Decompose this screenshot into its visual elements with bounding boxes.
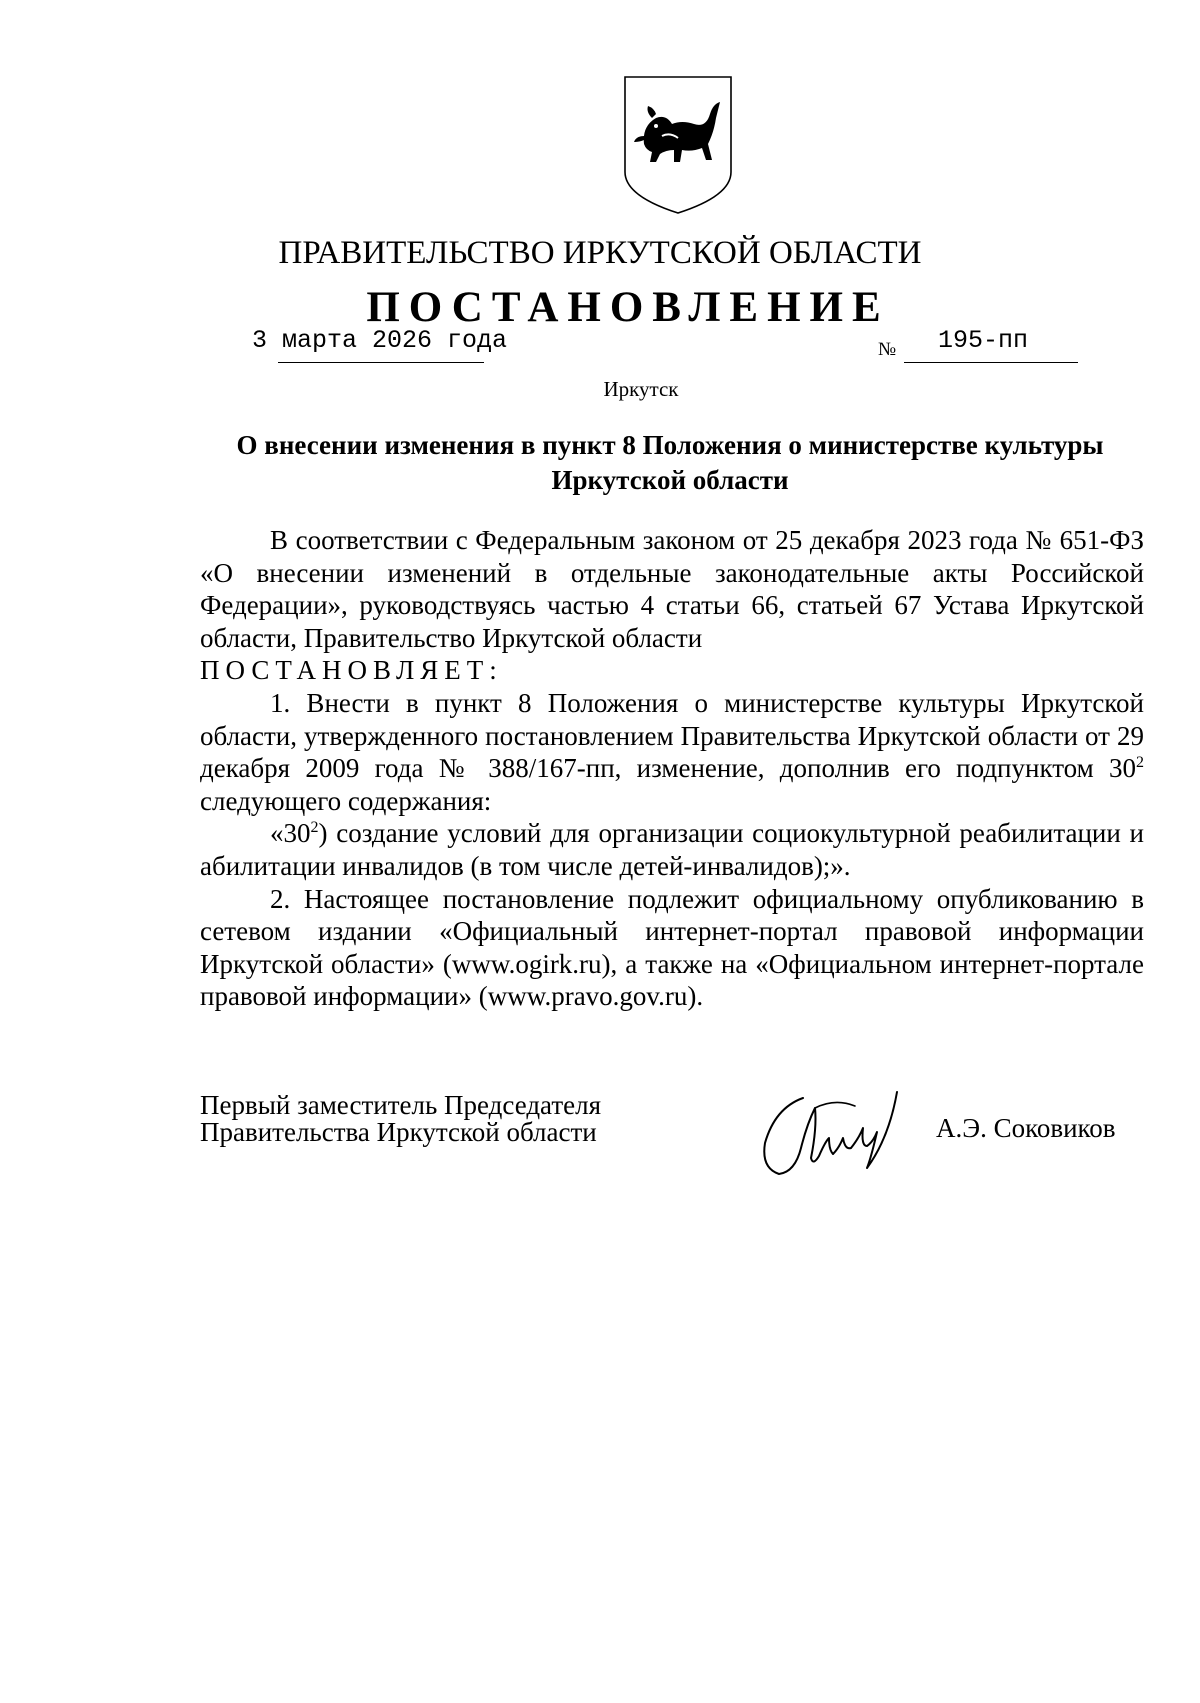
preamble-paragraph: В соответствии с Федеральным законом от 25 декабря 2023 года № 651-ФЗ «О внесении изменений в отдельные законодательные акты Российской Федерации», руководствуясь частью 4 статьи 66, статьей 67 Устава Иркутской области, Правительство Иркутской области bbox=[200, 525, 1144, 653]
item-1-text-end: следующего содержания: bbox=[200, 785, 492, 816]
subject-line-2: Иркутской области bbox=[551, 465, 789, 495]
signer-name: А.Э. Соковиков bbox=[936, 1113, 1116, 1143]
quote-text: ) создание условий для организации социокультурной реабилитации и абилитации инвалидов (в том числе детей-инвалидов);». bbox=[200, 818, 1144, 881]
quote-superscript: 2 bbox=[310, 819, 319, 837]
government-title: ПРАВИТЕЛЬСТВО ИРКУТСКОЙ ОБЛАСТИ bbox=[278, 235, 922, 271]
document-number: 195-пп bbox=[938, 326, 1029, 355]
signer-position-line-1: Первый заместитель Председателя bbox=[200, 1090, 602, 1120]
number-sign: № bbox=[878, 339, 897, 360]
subject-line-1: О внесении изменения в пункт 8 Положения о министерстве культуры bbox=[236, 430, 1104, 460]
date-underline bbox=[278, 362, 484, 363]
signer-position bbox=[200, 1092, 601, 1146]
coat-of-arms-emblem bbox=[622, 74, 734, 216]
quote-paragraph bbox=[200, 817, 1144, 882]
item-1-paragraph bbox=[200, 687, 1144, 817]
signer-position-line-2: Правительства Иркутской области bbox=[200, 1117, 597, 1147]
document-type-title: ПОСТАНОВЛЕНИЕ bbox=[366, 284, 890, 331]
item-2-paragraph: 2. Настоящее постановление подлежит официальному опубликованию в сетевом издании «Официальный интернет-портал правовой информации Иркутской области» (www.ogirk.ru), а также на «Официальном интернет-портале правовой информации» (www.pravo.gov.ru). bbox=[200, 883, 1144, 1012]
number-underline bbox=[904, 362, 1078, 363]
item-1-text: 1. Внести в пункт 8 Положения о министерстве культуры Иркутской области, утвержденного постановлением Правительства Иркутской области от 29 декабря 2009 года № 388/167-пп, изменение, дополнив его подпунктом 30 bbox=[200, 687, 1144, 784]
item-1-superscript: 2 bbox=[1136, 754, 1144, 772]
handwritten-signature bbox=[755, 1068, 955, 1188]
resolves-word: ПОСТАНОВЛЯЕТ: bbox=[200, 655, 503, 686]
document-body bbox=[200, 524, 1144, 1013]
document-date: 3 марта 2026 года bbox=[252, 326, 508, 355]
document-subject bbox=[210, 428, 1130, 498]
city-name: Иркутск bbox=[603, 377, 679, 401]
quote-text-start: «30 bbox=[270, 818, 311, 849]
